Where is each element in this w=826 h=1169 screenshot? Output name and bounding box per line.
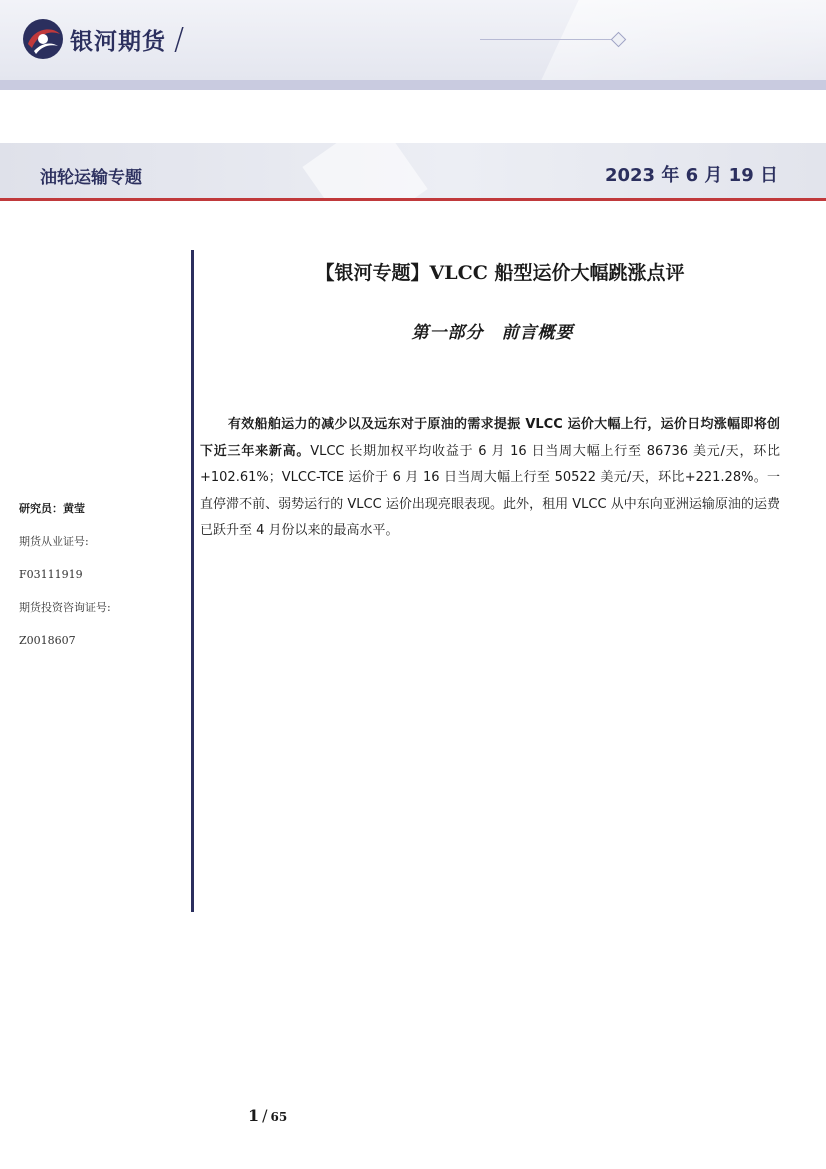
galaxy-logo-icon [22, 18, 64, 60]
report-date: 2023 年 6 月 19 日 [604, 165, 778, 186]
cert-value-practice: F03111919 [19, 568, 83, 581]
cert-value-advisory: Z0018607 [19, 634, 76, 647]
column-divider [191, 250, 194, 912]
page-total: 65 [270, 1110, 288, 1124]
page-header [0, 0, 826, 80]
paragraph-body: VLCC 长期加权平均收益于 6 月 16 日当周大幅上行至 86736 美元/天，环比+102.61%；VLCC-TCE 运价于 6 月 16 日当周大幅上行至 50522 美元/天，环比+221.28%。一直停滞不前、弱势运行的 VLCC 运价出现亮眼表现。此外，租用 VLCC 从中东向亚洲运输原油的运费已跃升至 4 月份以来的最高水平。 [200, 443, 780, 538]
brand-slash: / [174, 21, 185, 57]
topic-label: 油轮运输专题 [40, 168, 142, 188]
brand-logo [22, 18, 184, 60]
summary-paragraph [200, 412, 780, 545]
analyst-sidebar [19, 500, 184, 665]
page-number [248, 1106, 287, 1125]
section-heading: 第一部分 前言概要 [411, 323, 574, 343]
diamond-icon [611, 32, 627, 48]
page-separator: / [262, 1106, 268, 1125]
paragraph-lead: 有效船舶运力的减少以及远东对于原油的需求提振 VLCC 运价大幅上行，运价日均涨幅即将创下近三年来新高。 [200, 417, 780, 459]
header-stripe [0, 80, 826, 90]
topic-underline [0, 198, 826, 201]
cert-label-advisory: 期货投资咨询证号: [19, 601, 111, 614]
header-decor-line [480, 39, 612, 40]
report-title: 【银河专题】VLCC 船型运价大幅跳涨点评 [315, 262, 685, 284]
brand-name: 银河期货 [70, 28, 166, 55]
page-current: 1 [248, 1106, 260, 1125]
researcher-name: 研究员：黄莹 [19, 502, 85, 515]
cert-label-practice: 期货从业证号: [19, 535, 89, 548]
